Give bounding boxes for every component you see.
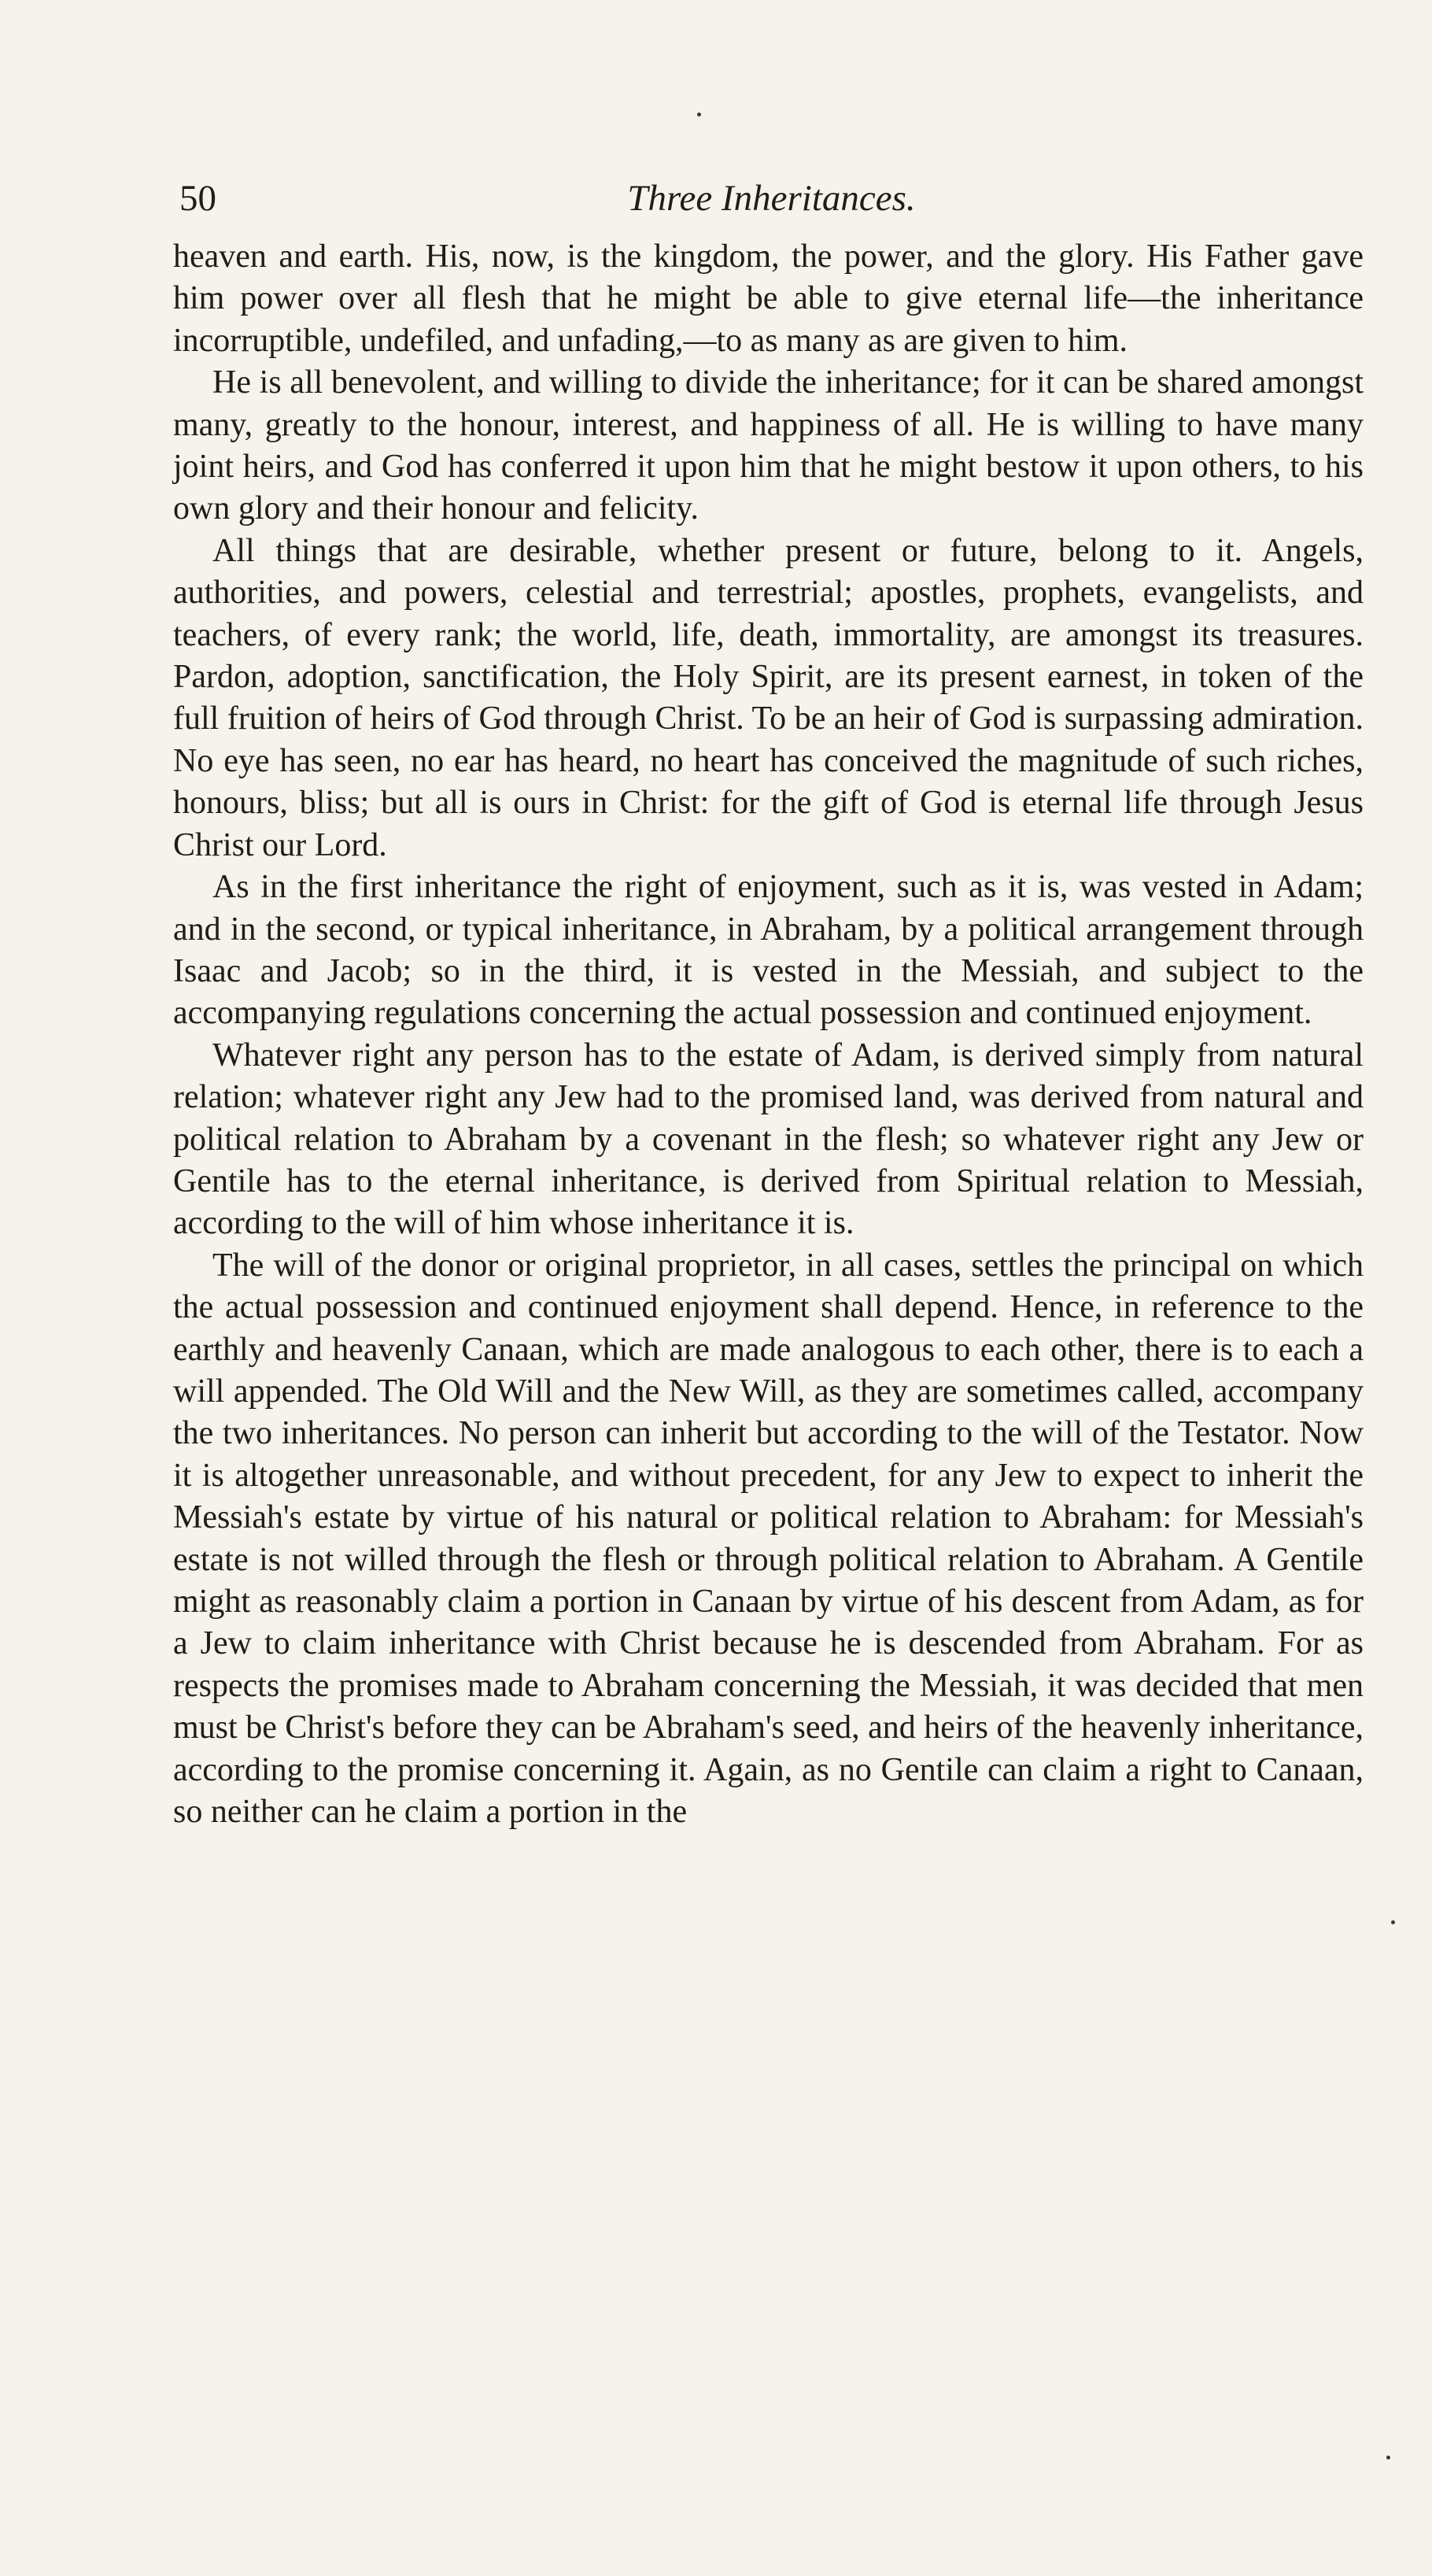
- print-speck: [697, 113, 701, 116]
- paragraph-2: He is all benevolent, and willing to divide the inheritance; for it can be shared amongst many, greatly to the honour, interest, and happiness of all. He is willing to have many joint heirs, and God has conferred it upon him that he might bestow it upon others, to his own glory and their honour and felicity.: [173, 364, 1364, 527]
- page-number: 50: [179, 178, 216, 219]
- text-body: [173, 236, 1364, 1833]
- paragraph-3: All things that are desirable, whether present or future, belong to it. Angels, authorities, and powers, celestial and terrestrial; apostles, prophets, evangelists, and teachers, of every rank; the world, life, death, immortality, are amongst its treasures. Pardon, adoption, sanctification, the Holy Spirit, are its present earnest, in token of the full fruition of heirs of God through Christ. To be an heir of God is surpassing admiration. No eye has seen, no ear has heard, no heart has conceived the magnitude of such riches, honours, bliss; but all is ours in Christ: for the gift of God is eternal life through Jesus Christ our Lord.: [173, 532, 1364, 863]
- print-speck: [1386, 2456, 1390, 2460]
- running-title: Three Inheritances.: [627, 178, 916, 219]
- paragraph-4: As in the first inheritance the right of enjoyment, such as it is, was vested in Adam; and in the second, or typical inheritance, in Abraham, by a political arrangement through Isaac and Jacob; so in the third, it is vested in the Messiah, and subject to the accompanying regulations concerning the actual possession and continued enjoyment.: [173, 869, 1364, 1032]
- paragraph-5: Whatever right any person has to the estate of Adam, is derived simply from natural relation; whatever right any Jew had to the promised land, was derived from natural and political relation to Abraham by a covenant in the flesh; so whatever right any Jew or Gentile has to the eternal inheritance, is derived from Spiritual relation to Messiah, according to the will of him whose inheritance it is.: [173, 1037, 1364, 1242]
- page-header: [179, 175, 1364, 230]
- print-speck: [1391, 1920, 1395, 1924]
- paragraph-1: heaven and earth. His, now, is the kingdom, the power, and the glory. His Father gave him power over all flesh that he might be able to give eternal life—the inheritance incorruptible, undefiled, and unfading,—to as many as are given to him.: [173, 238, 1364, 359]
- paragraph-6: The will of the donor or original proprietor, in all cases, settles the principal on which the actual possession and continued enjoyment shall depend. Hence, in reference to the earthly and heavenly Canaan, which are made analogous to each other, there is to each a will appended. The Old Will and the New Will, as they are sometimes called, accompany the two inheritances. No person can inherit but according to the will of the Testator. Now it is altogether unreasonable, and without precedent, for any Jew to expect to inherit the Messiah's estate by virtue of his natural or political relation to Abraham: for Messiah's estate is not willed through the flesh or through political relation to Abraham. A Gentile might as reasonably claim a portion in Canaan by virtue of his descent from Adam, as for a Jew to claim inheritance with Christ because he is descended from Abraham. For as respects the promises made to Abraham concerning the Messiah, it was decided that men must be Christ's before they can be Abraham's seed, and heirs of the heavenly inheritance, according to the promise concerning it. Again, as no Gentile can claim a right to Canaan, so neither can he claim a portion in the: [173, 1247, 1364, 1831]
